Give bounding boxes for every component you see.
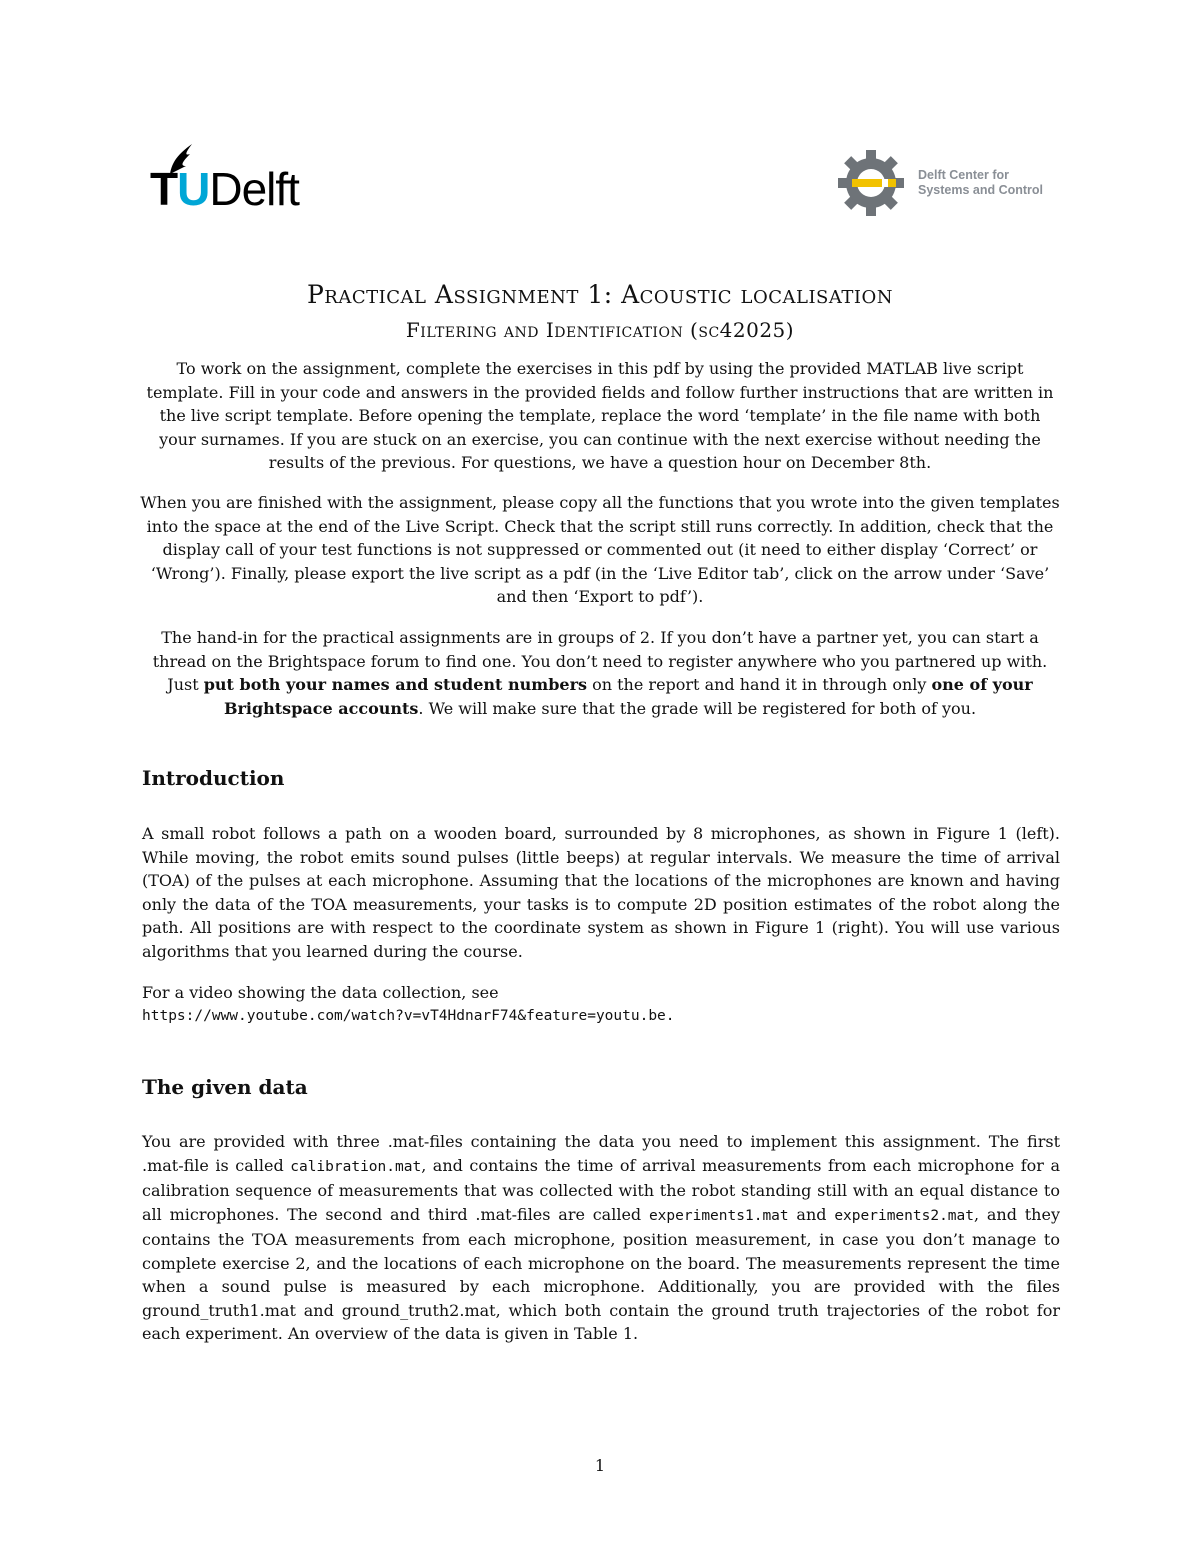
file-experiments2: experiments2.mat [834,1207,974,1224]
tudelft-logo [150,142,330,217]
data-text-3: and [788,1204,835,1224]
handin-bold-1: put both your names and student numbers [203,675,588,694]
file-experiments1: experiments1.mat [648,1207,789,1224]
file-calibration: calibration.mat [290,1158,422,1175]
handin-text-2: on the report and hand it in through only [587,675,932,694]
data-text-5: and [295,1300,342,1320]
introduction-body: A small robot follows a path on a wooden board, surrounded by 8 microphones, as shown in Figure 1 (left). While moving, the robot emits sound pulses (little beeps) at regular intervals. We measure the time of arrival (TOA) of the pulses at each microphone. Assuming that the locations of the microphones are known and having only the data of the TOA measurements, your tasks is to compute 2D position estimates of the robot along the path. All positions are with respect to the coordinate system as shown in Figure 1 (right). You will use various algorithms that you learned during the course. [142,824,1060,961]
handin-text-1: The hand-in for the practical assignments are in groups of 2. If you don’t have a partner yet, you can start a thread on the Brightspace forum to find one. You don’t need to register anywhere who you partnered up with. Just [152,628,1048,694]
data-text-2: , and contains the time of arrival measurements from each microphone for a calibration sequence of measurements that was collected with the robot standing still with an equal distance to all microphones. The second and third .mat-files are called [142,1155,1060,1224]
handin-bold-2: one of your Brightspace accounts [223,675,1033,718]
introduction-heading: Introduction [142,766,285,790]
page-subtitle: Filtering and Identification (sc42025) [405,318,795,342]
video-link[interactable]: https://www.youtube.com/watch?v=vT4HdnarF74&feature=youtu.be. [142,1008,675,1024]
dcsc-line1: Delft Center for [918,168,1009,182]
wordmark-u: U [177,163,210,215]
wordmark-delft: Delft [209,163,299,215]
file-ground-truth2: ground_truth2.mat [341,1300,496,1320]
gear-icon [838,150,904,216]
page-number: 1 [594,1456,606,1475]
data-text-6: , which both contain the ground truth trajectories of the robot for each experiment. An overview of the data is given in Table 1. [142,1300,1060,1343]
data-text-1: You are provided with three .mat-files containing the data you need to implement this assignment. The first .mat-file is called [142,1132,1060,1175]
page-title: Practical Assignment 1: Acoustic localisation [306,280,894,309]
instructions-paragraph: To work on the assignment, complete the exercises in this pdf by using the provided MATLAB live script template. Fill in your code and answers in the provided fields and follow further instructions that are written in the live script template. Before opening the template, replace the word ‘template’ in the file name with both your surnames. If you are stuck on an exercise, you can continue with the next exercise without needing the results of the previous. For questions, we have a question hour on December 8th. [146,359,1054,472]
given-data-body [142,1130,1060,1346]
wordmark-t: T [150,163,178,215]
data-text-4: , and they contains the TOA measurements from each microphone, position measurement, in case you don’t manage to complete exercise 2, and the locations of each microphone on the board. The measurements represent the time when a sound pulse is measured by each microphone. Additionally, you are provided with the files [142,1204,1060,1296]
handin-text-3: . We will make sure that the grade will be registered for both of you. [418,698,977,718]
dcsc-wordmark [918,168,1043,198]
dcsc-logo [838,150,1078,220]
submission-paragraph: When you are finished with the assignment, please copy all the functions that you wrote into the given templates into the space at the end of the Live Script. Check that the script still runs correctly. In addition, check that the display call of your test functions is not suppressed or commented out (it need to either display ‘Correct’ or ‘Wrong’). Finally, please export the live script as a pdf (in the ‘Live Editor tab’, click on the arrow under ‘Save’ and then ‘Export to pdf’). [140,493,1060,606]
dcsc-line2: Systems and Control [918,183,1044,197]
video-intro: For a video showing the data collection, see [142,983,499,1002]
given-data-heading: The given data [142,1075,308,1099]
handin-paragraph [140,626,1060,720]
tudelft-wordmark [150,163,299,215]
file-ground-truth1: ground_truth1.mat [142,1300,296,1320]
